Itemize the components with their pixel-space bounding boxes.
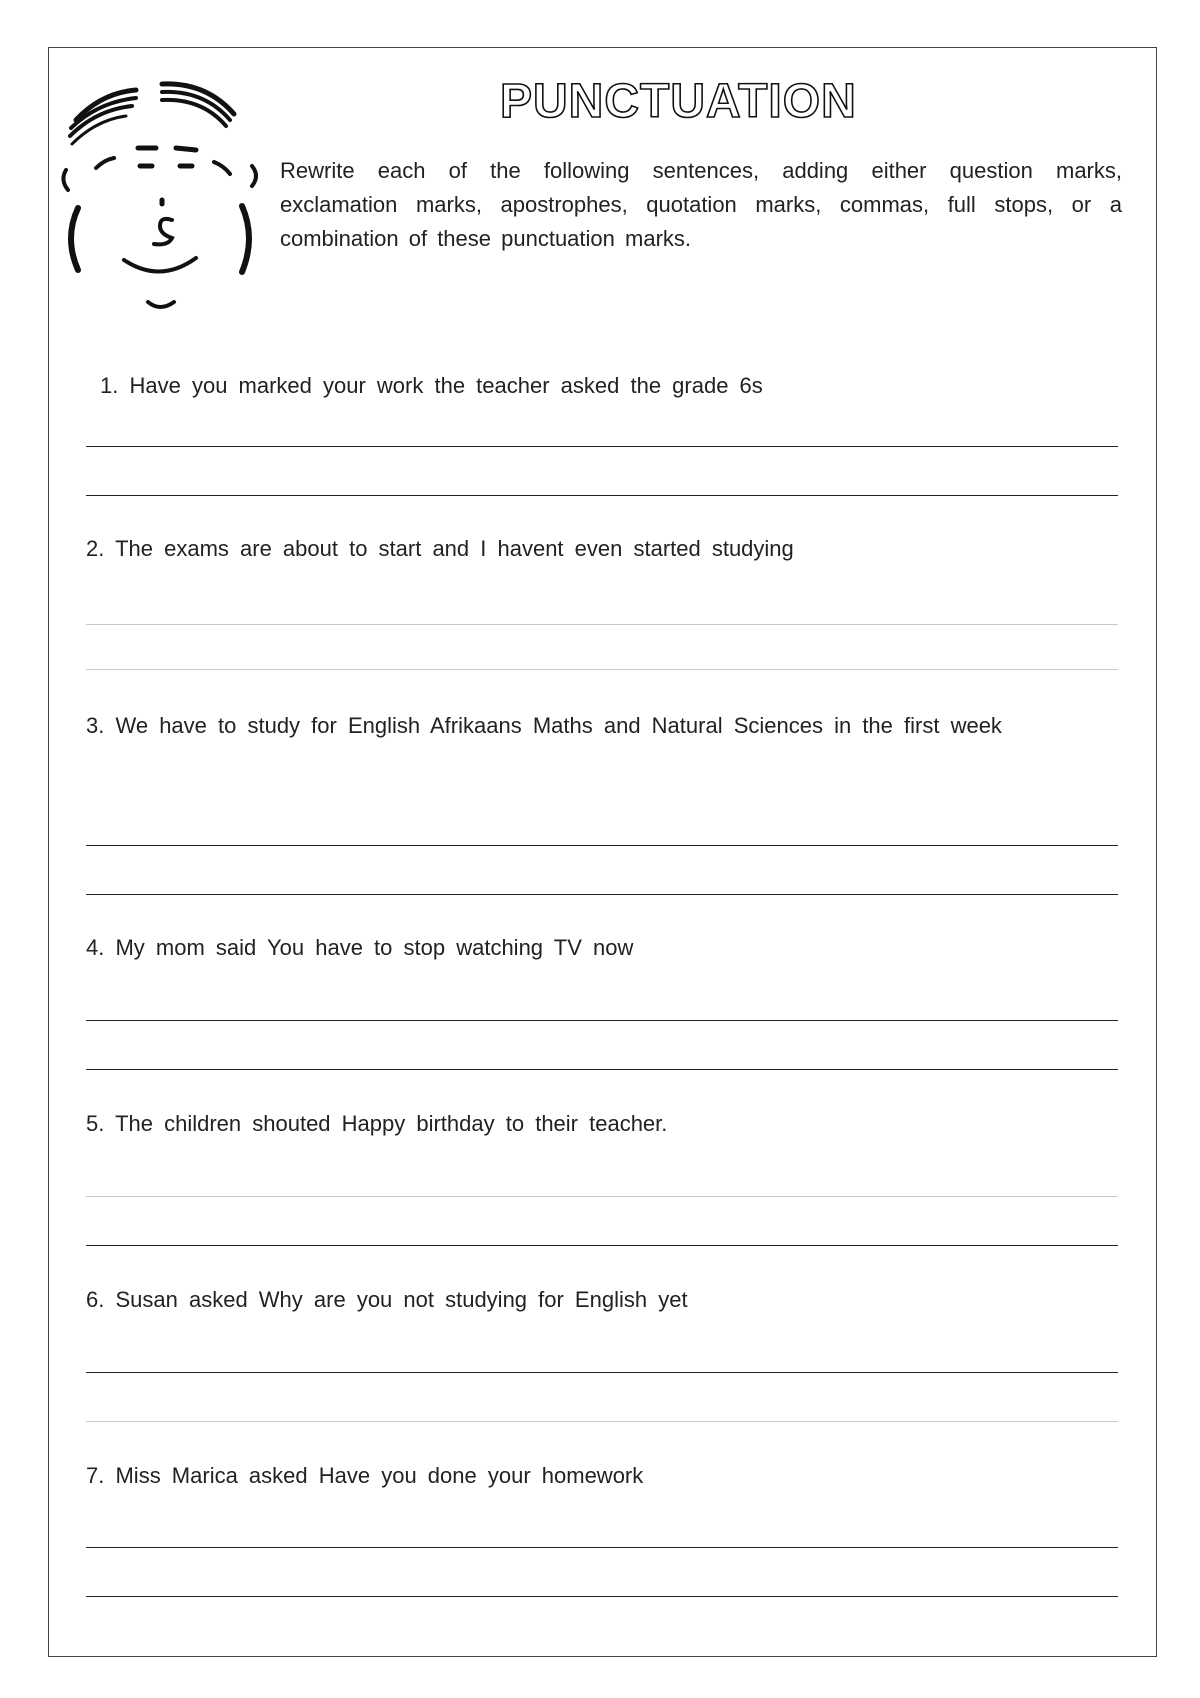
question-text: My mom said You have to stop watching TV now: [115, 935, 634, 960]
question-item: [86, 1453, 1076, 1499]
answer-line[interactable]: [86, 1069, 1118, 1070]
question-number: 5.: [86, 1111, 105, 1136]
question-item: [86, 526, 1076, 572]
answer-line[interactable]: [86, 495, 1118, 496]
question-number: 3.: [86, 713, 105, 738]
answer-line[interactable]: [86, 669, 1118, 670]
answer-line[interactable]: [86, 1547, 1118, 1548]
question-number: 7.: [86, 1463, 105, 1488]
question-text: The children shouted Happy birthday to their teacher.: [115, 1111, 668, 1136]
answer-line[interactable]: [86, 1596, 1118, 1597]
instructions-text: Rewrite each of the following sentences, adding either question marks, exclamation marks, apostrophes, quotation marks, commas, full stops, or a combination of these punctuation marks.: [280, 158, 1122, 251]
answer-line[interactable]: [86, 845, 1118, 846]
page-title: PUNCTUATION: [500, 75, 857, 128]
cartoon-face-icon: [56, 78, 266, 318]
question-number: 2.: [86, 536, 105, 561]
question-number: 1.: [100, 373, 119, 398]
question-item: [86, 925, 1076, 971]
question-text: Susan asked Why are you not studying for English yet: [115, 1287, 688, 1312]
question-number: 4.: [86, 935, 105, 960]
question-text: Have you marked your work the teacher asked the grade 6s: [129, 373, 763, 398]
answer-line[interactable]: [86, 1020, 1118, 1021]
answer-line[interactable]: [86, 624, 1118, 625]
question-text: Miss Marica asked Have you done your homework: [115, 1463, 644, 1488]
answer-line[interactable]: [86, 894, 1118, 895]
answer-line[interactable]: [86, 1372, 1118, 1373]
question-item: [86, 1277, 1076, 1323]
answer-line[interactable]: [86, 446, 1118, 447]
question-text: We have to study for English Afrikaans Maths and Natural Sciences in the first week: [115, 713, 1002, 738]
question-item: [86, 1101, 1076, 1147]
answer-line[interactable]: [86, 1196, 1118, 1197]
question-number: 6.: [86, 1287, 105, 1312]
question-text: The exams are about to start and I havent even started studying: [115, 536, 794, 561]
answer-line[interactable]: [86, 1421, 1118, 1422]
question-item: [100, 363, 1090, 409]
question-item: [86, 703, 1076, 749]
answer-line[interactable]: [86, 1245, 1118, 1246]
